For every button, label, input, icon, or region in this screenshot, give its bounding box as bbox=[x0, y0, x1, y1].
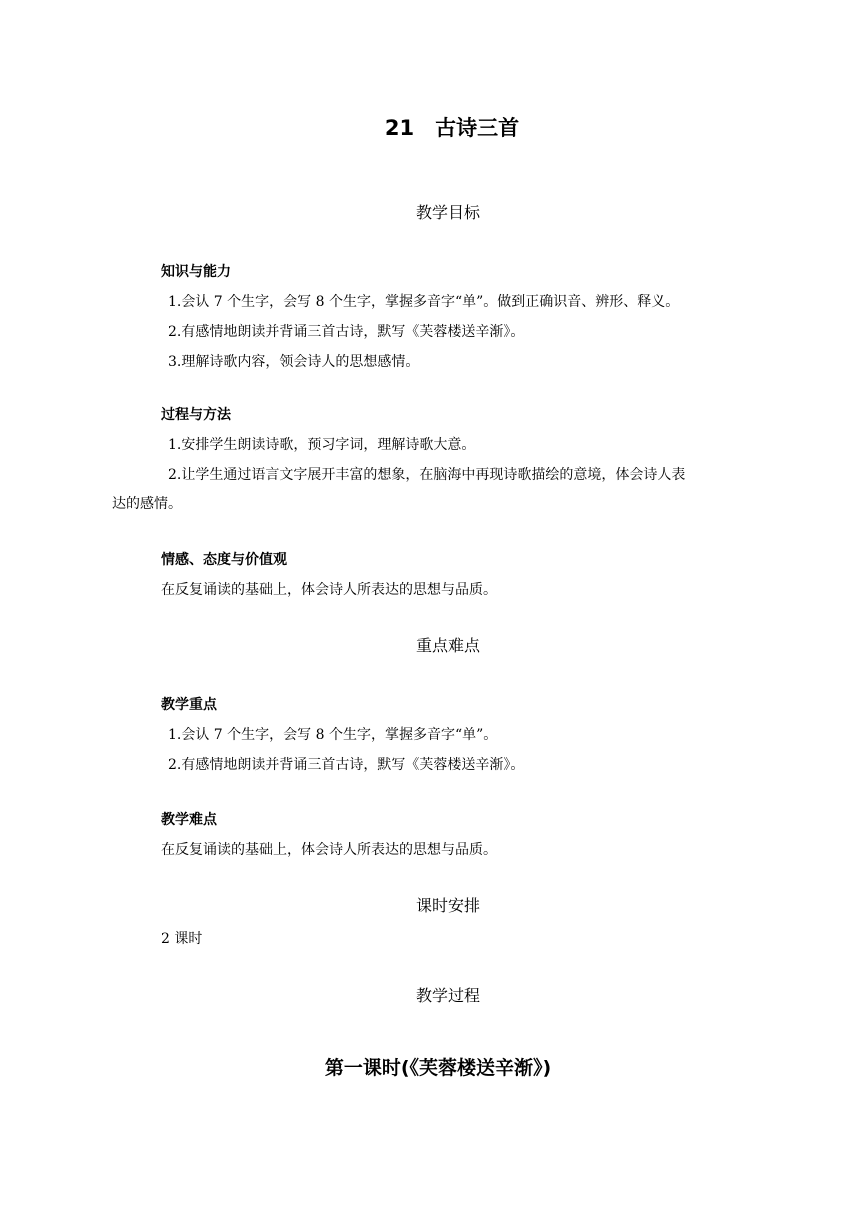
knowledge-item-1: 1.会认 7 个生字，会写 8 个生字，掌握多音字“单”。做到正确识音、辨形、释义。 bbox=[168, 294, 680, 310]
process-item-2: 2.让学生通过语言文字展开丰富的想象，在脑海中再现诗歌描绘的意境，体会诗人表 bbox=[168, 467, 686, 483]
section-heading-schedule: 课时安排 bbox=[415, 896, 480, 915]
subheading-knowledge: 知识与能力 bbox=[161, 264, 231, 280]
focus-item-2: 2.有感情地朗读并背诵三首古诗，默写《芙蓉楼送辛渐》。 bbox=[168, 757, 525, 773]
subheading-difficulty: 教学难点 bbox=[161, 812, 217, 828]
process-item-2-continued: 达的感情。 bbox=[112, 496, 182, 512]
knowledge-item-2: 2.有感情地朗读并背诵三首古诗，默写《芙蓉楼送辛渐》。 bbox=[168, 324, 525, 340]
focus-item-1: 1.会认 7 个生字，会写 8 个生字，掌握多音字“单”。 bbox=[168, 727, 498, 743]
section-heading-key-points: 重点难点 bbox=[415, 636, 480, 655]
process-item-1: 1.安排学生朗读诗歌，预习字词，理解诗歌大意。 bbox=[168, 437, 476, 453]
attitude-text: 在反复诵读的基础上，体会诗人所表达的思想与品质。 bbox=[161, 582, 497, 598]
subheading-focus: 教学重点 bbox=[161, 697, 217, 713]
difficulty-text: 在反复诵读的基础上，体会诗人所表达的思想与品质。 bbox=[161, 842, 497, 858]
knowledge-item-3: 3.理解诗歌内容，领会诗人的思想感情。 bbox=[168, 354, 420, 370]
subheading-process: 过程与方法 bbox=[161, 407, 231, 423]
lesson-one-heading: 第一课时(《芙蓉楼送辛渐》) bbox=[324, 1057, 552, 1079]
section-heading-objectives: 教学目标 bbox=[415, 203, 480, 222]
schedule-text: 2 课时 bbox=[161, 931, 203, 947]
document-title: 21 古诗三首 bbox=[384, 116, 520, 140]
subheading-attitude: 情感、态度与价值观 bbox=[161, 552, 287, 568]
section-heading-process: 教学过程 bbox=[415, 986, 480, 1005]
